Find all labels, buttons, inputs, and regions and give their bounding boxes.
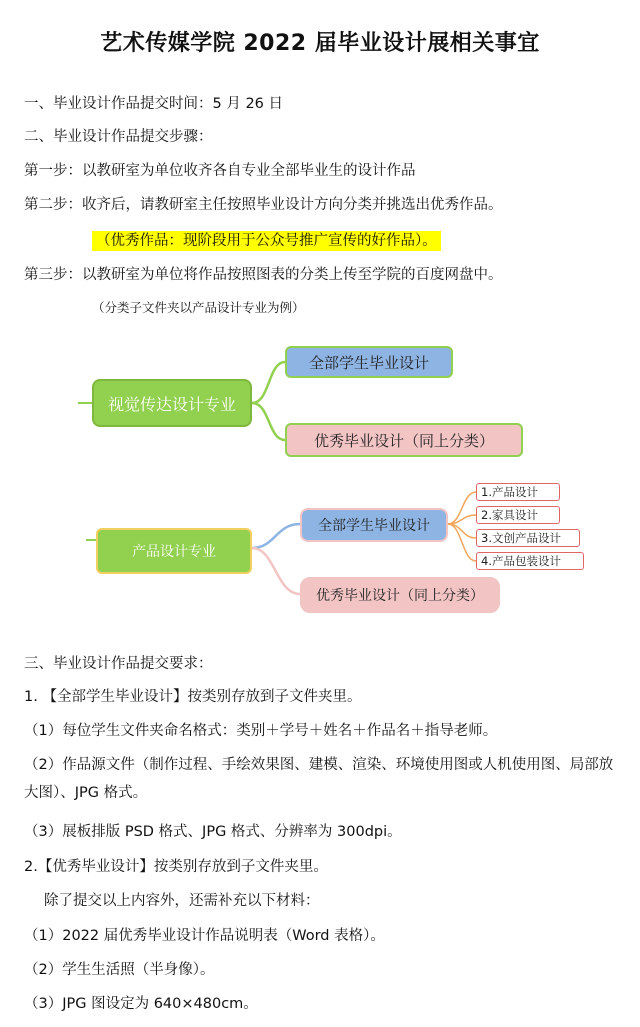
node-product-all-works: 全部学生毕业设计 <box>300 508 448 542</box>
node-visual-excellent-works: 优秀毕业设计（同上分类） <box>285 423 523 457</box>
node-visual-all-works: 全部学生毕业设计 <box>285 346 453 378</box>
section-2-heading: 二、毕业设计作品提交步骤： <box>24 129 213 145</box>
requirement-2-intro: 除了提交以上内容外，还需补充以下材料： <box>44 893 320 909</box>
page-title: 艺术传媒学院 2022 届毕业设计展相关事宜 <box>100 31 540 56</box>
node-visual-communication: 视觉传达设计专业 <box>92 379 252 427</box>
requirement-2: 2.【优秀毕业设计】按类别存放到子文件夹里。 <box>24 859 328 875</box>
step-2: 第二步：收齐后，请教研室主任按照毕业设计方向分类并挑选出优秀作品。 <box>24 197 503 213</box>
requirement-1: 1. 【全部学生毕业设计】按类别存放到子文件夹里。 <box>24 689 362 705</box>
step-3: 第三步：以教研室为单位将作品按照图表的分类上传至学院的百度网盘中。 <box>24 267 503 283</box>
diagram-caption: （分类子文件夹以产品设计专业为例） <box>92 300 305 315</box>
subitem-product-design: 1.产品设计 <box>476 483 560 501</box>
section-1-deadline: 一、毕业设计作品提交时间：5 月 26 日 <box>24 96 284 112</box>
requirement-1-item-2: （2）作品源文件（制作过程、手绘效果图、建模、渲染、环境使用图或人机使用图、局部放大图）、JPG 格式。 <box>24 757 614 801</box>
requirement-2-item-3: （3）JPG 图设定为 640×480cm。 <box>24 996 258 1012</box>
requirement-2-item-2: （2）学生生活照（半身像）。 <box>24 962 215 978</box>
requirement-1-item-1: （1）每位学生文件夹命名格式：类别＋学号＋姓名＋作品名＋指导老师。 <box>24 723 498 739</box>
requirement-1-item-3: （3）展板排版 PSD 格式、JPG 格式、分辨率为 300dpi。 <box>24 824 402 840</box>
node-product-excellent-works: 优秀毕业设计（同上分类） <box>300 577 500 613</box>
subitem-furniture-design: 2.家具设计 <box>476 506 560 524</box>
subitem-cultural-product-design: 3.文创产品设计 <box>476 529 580 547</box>
requirement-2-item-1: （1）2022 届优秀毕业设计作品说明表（Word 表格）。 <box>24 928 385 944</box>
step-1: 第一步：以教研室为单位收齐各自专业全部毕业生的设计作品 <box>24 163 416 179</box>
section-3-heading: 三、毕业设计作品提交要求： <box>24 656 213 672</box>
subitem-packaging-design: 4.产品包装设计 <box>476 552 584 570</box>
highlighted-text: （优秀作品：现阶段用于公众号推广宣传的好作品）。 <box>92 231 441 251</box>
node-product-design: 产品设计专业 <box>96 528 252 574</box>
